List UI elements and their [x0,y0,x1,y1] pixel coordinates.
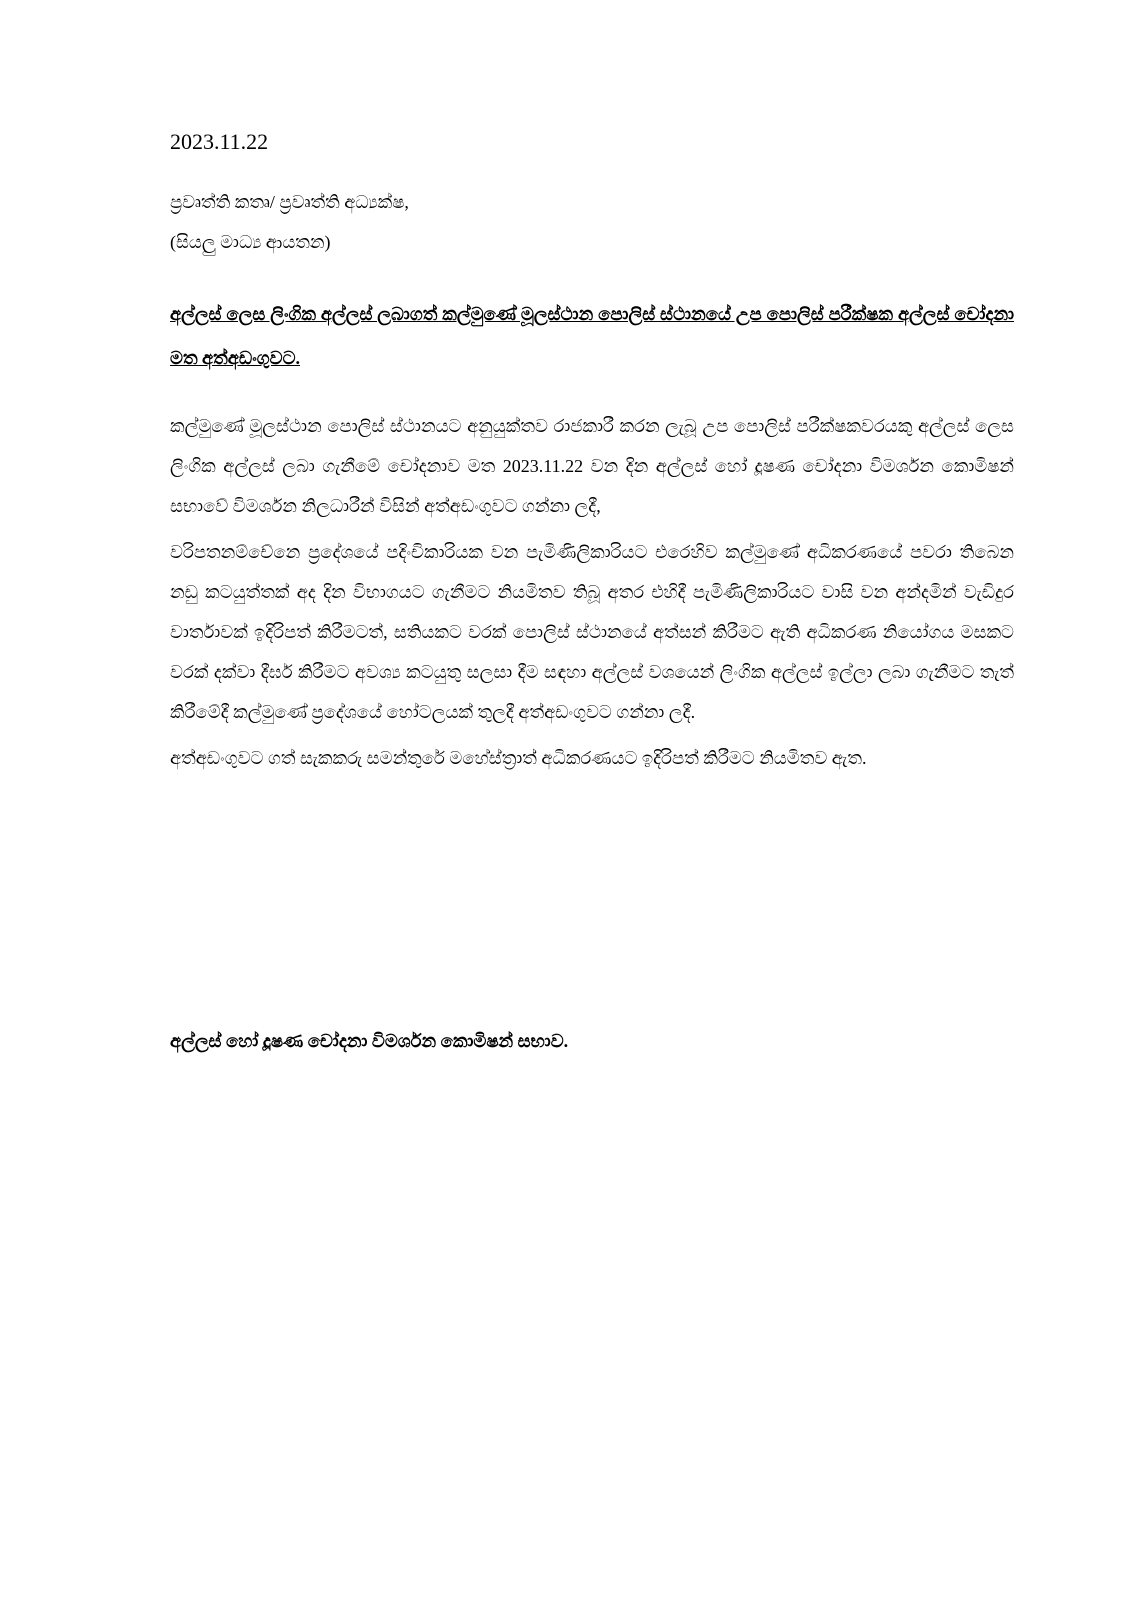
addressee-block [170,182,1014,262]
paragraph-3: අත්අඩංගුවට ගත් සැකකරු සමන්තුරේ මහේස්ත්‍රාත් අධිකරණයට ඉදිරිපත් කිරීමට නියමිතව ඇත. [170,748,867,768]
subject-heading: අල්ලස් ලෙස ලිංගික අල්ලස් ලබාගත් කල්මුණේ මූලස්ථාන පොලිස් ස්ථානයේ උප පොලිස් පරීක්ෂක අල්ලස් චෝදනා මත අත්අඩංගුවට. [170,304,1014,368]
paragraph-2: වරිපතනම්චේනෙ ප්‍රදේශයේ පදිංචිකාරියක වන පැමිණිලිකාරියට එරෙහිව කල්මුණේ අධිකරණයේ පවරා තිබෙන නඩු කටයුත්තක් අද දින විභාගයට ගැනීමට නියමිතව තිබූ අතර එහිදී පැමිණිලිකාරියට වාසි වන අන්දමින් වැඩිදුර වාර්තාවක් ඉදිරිපත් කිරීමටත්, සතියකට වරක් පොලිස් ස්ථානයේ අත්සන් කිරීමට ඇති අධිකරණ නියෝගය මසකට වරක් දක්වා දීර්ඝ කිරීමට අවශ්‍ය කටයුතු සලසා දීම සඳහා අල්ලස් වශයෙන් ලිංගික අල්ලස් ඉල්ලා ලබා ගැනීමට තැත් කිරීමේදී කල්මුණේ ප්‍රදේශයේ හෝටලයක් තුලදී අත්අඩංගුවට ගන්නා ලදී. [170,542,1014,722]
paragraph-1: කල්මුණේ මූලස්ථාන පොලිස් ස්ථානයට අනුයුක්තව රාජකාරී කරන ලැබූ උප පොලිස් පරීක්ෂකවරයකු අල්ලස් ලෙස ලිංගික අල්ලස් ලබා ගැනීමේ චෝදනාව මත 2023.11.22 වන දින අල්ලස් හෝ දූෂණ චෝදනා විමර්ශන කොමිෂන් සභාවේ විමර්ශන නිලධාරීන් විසින් අත්අඩංගුවට ගන්නා ලදී, [170,416,1014,516]
signature-line: අල්ලස් හෝ දූෂණ චෝදනා විමර්ශන කොමිෂන් සභාව. [170,1031,569,1051]
addressee-line-1: ප්‍රවෘත්ති කතෘ/ ප්‍රවෘත්ති අධ්‍යක්ෂ, [170,192,409,212]
letter-date: 2023.11.22 [170,129,269,154]
letter-body [170,126,1014,778]
addressee-line-2: (සියලු මාධ්‍ය ආයතන) [170,232,331,252]
